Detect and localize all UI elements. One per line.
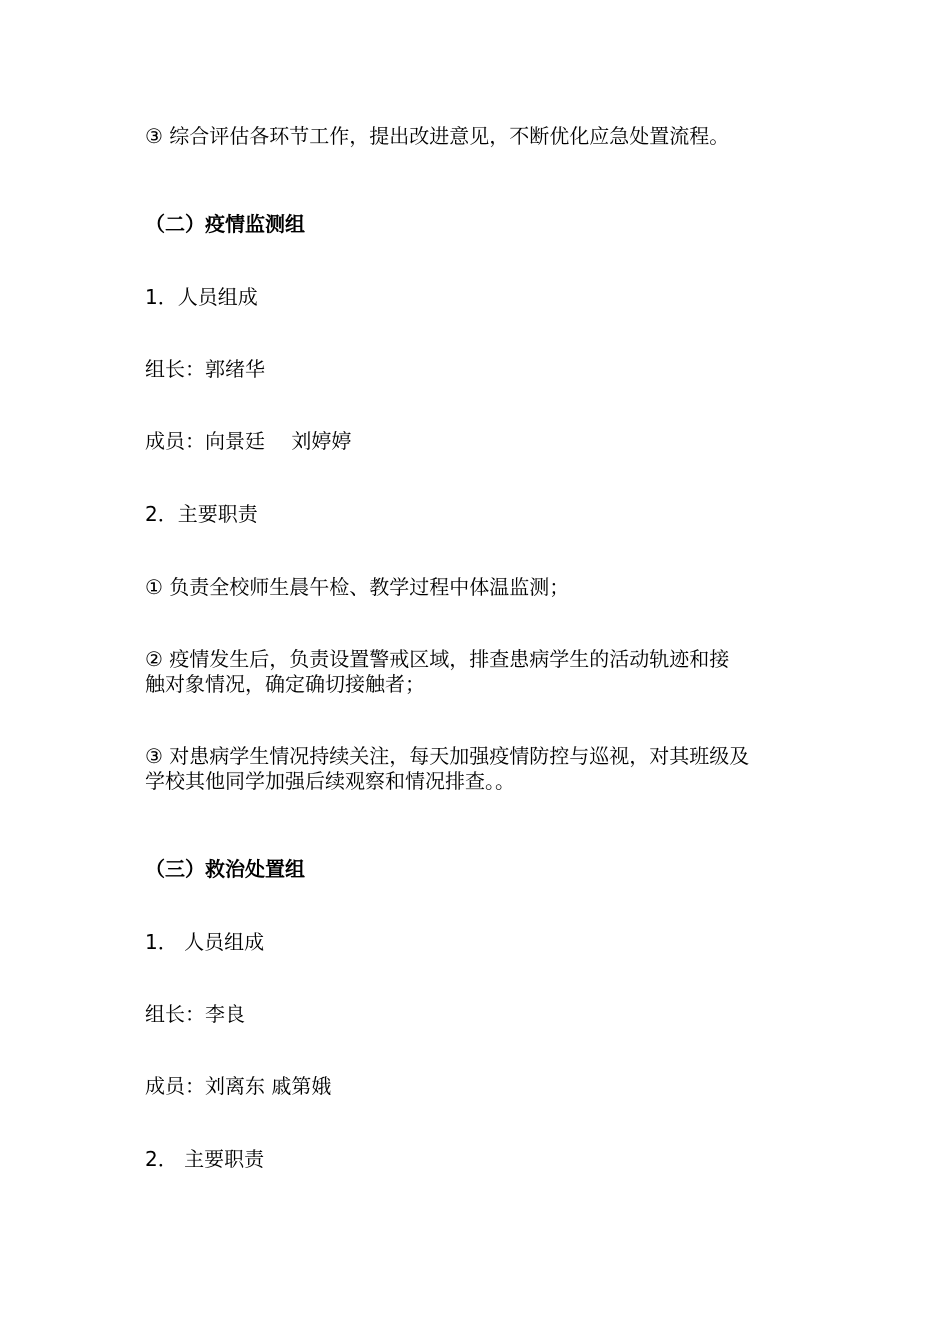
duty-item-2 — [145, 647, 805, 697]
duties-subheading-treatment: 2． 主要职责 — [145, 1147, 265, 1171]
duty-item-1: ① 负责全校师生晨午检、教学过程中体温监测； — [145, 575, 570, 599]
duty-item-3-line-2: 学校其他同学加强后续观察和情况排查。。 — [145, 769, 515, 793]
personnel-subheading-treatment: 1． 人员组成 — [145, 930, 265, 954]
duty-item-2-line-1: ② 疫情发生后，负责设置警戒区域，排查患病学生的活动轨迹和接 — [145, 647, 730, 671]
section-heading-epidemic-monitoring: （二）疫情监测组 — [145, 212, 305, 236]
group-members-treatment: 成员：刘离东 戚第娥 — [145, 1074, 332, 1098]
personnel-subheading: 1．人员组成 — [145, 285, 258, 309]
section-heading-treatment: （三）救治处置组 — [145, 857, 305, 881]
duty-item-2-line-2: 触对象情况，确定确切接触者； — [145, 672, 425, 696]
group-leader: 组长：郭绪华 — [145, 357, 265, 381]
group-leader-treatment: 组长：李良 — [145, 1002, 245, 1026]
duties-subheading: 2．主要职责 — [145, 502, 258, 526]
group-members: 成员：向景廷 刘婷婷 — [145, 429, 352, 453]
duty-item-3: ③ 综合评估各环节工作，提出改进意见，不断优化应急处置流程。 — [145, 124, 730, 148]
duty-item-3-line-1: ③ 对患病学生情况持续关注，每天加强疫情防控与巡视，对其班级及 — [145, 744, 750, 768]
duty-item-3-monitoring — [145, 744, 805, 794]
